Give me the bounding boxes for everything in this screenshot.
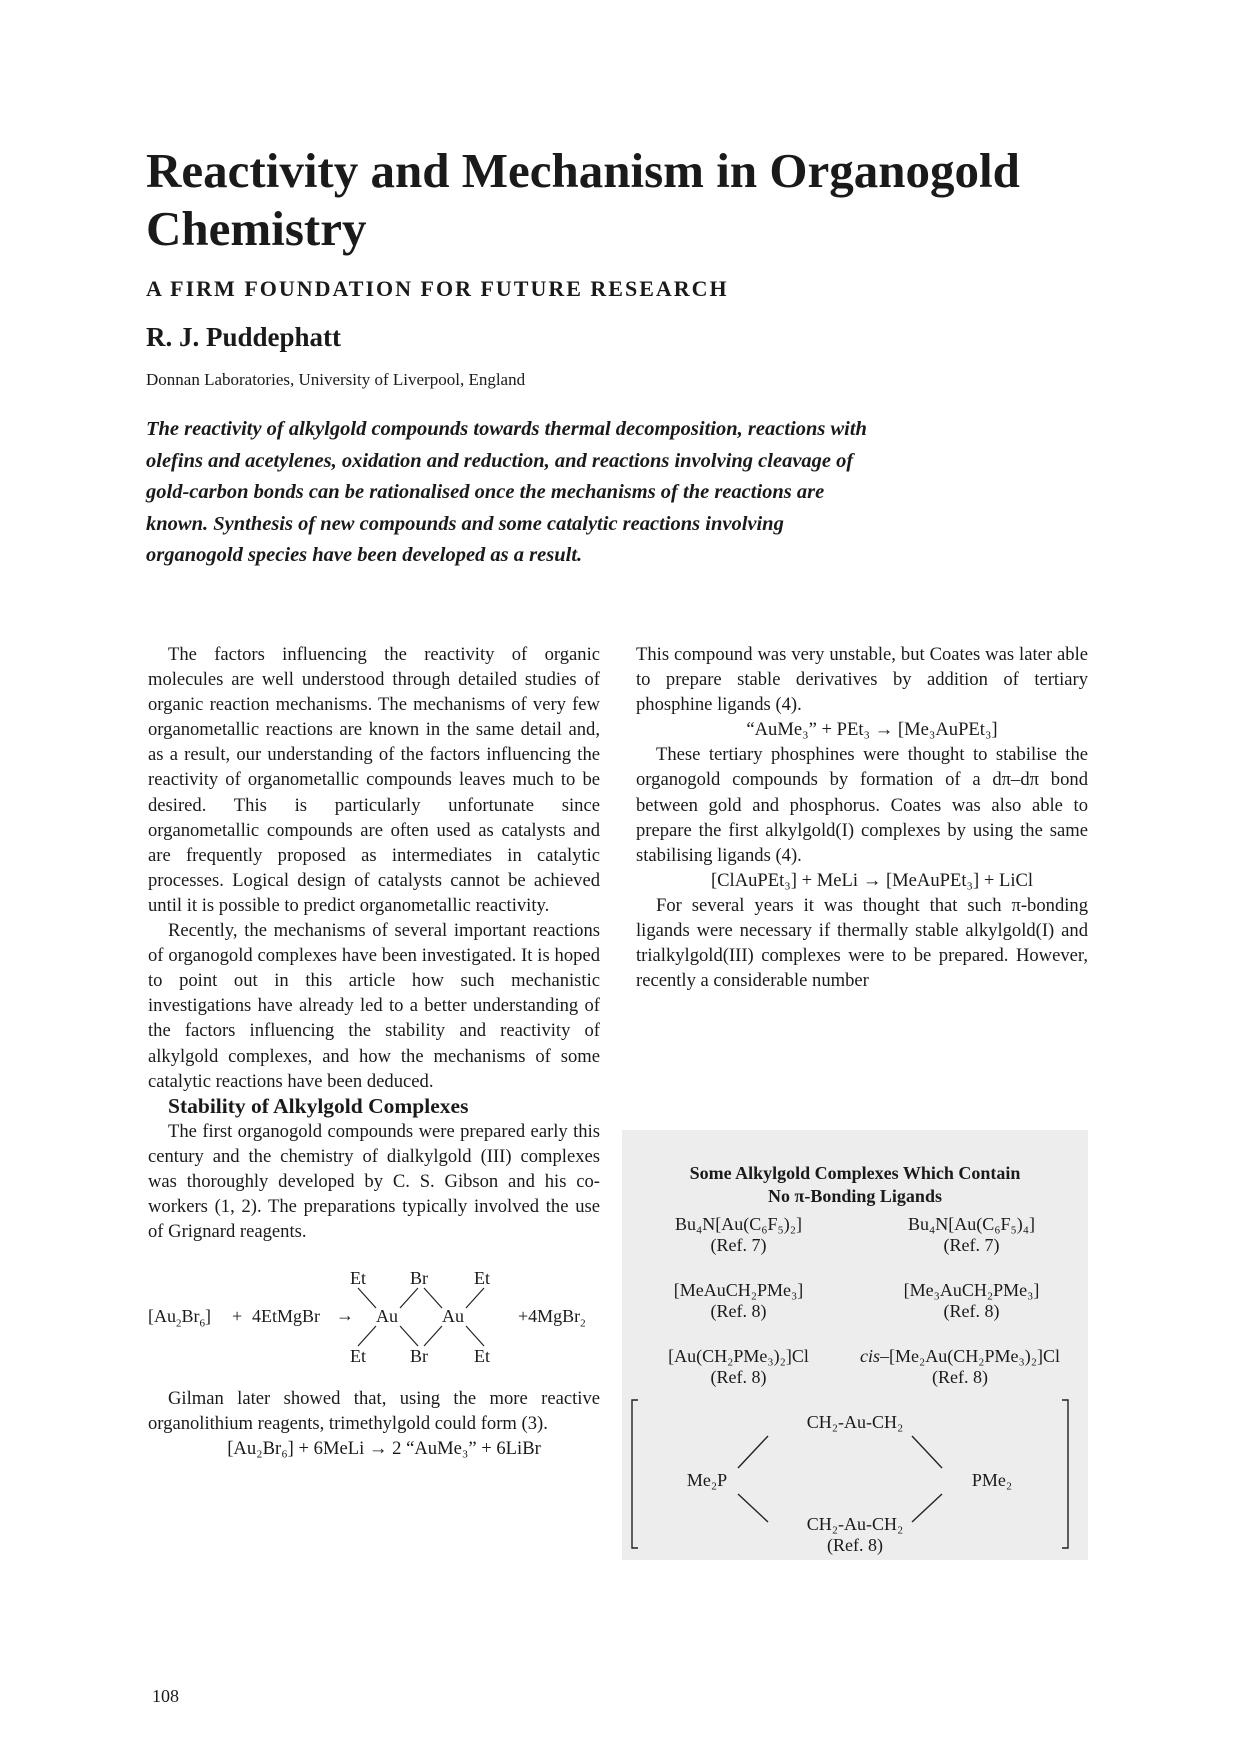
paragraph: Recently, the mechanisms of several important reactions of organogold complexes have been investigated. It is hoped to point out in this article how such mechanistic investigations have already led to a better understanding of the factors influencing the stability and reactivity of alkylgold complexes, and how the mechanisms of some catalytic reactions have been deduced. xyxy=(148,920,600,1092)
paragraph: This compound was very unstable, but Coates was later able to prepare stable derivatives by addition of tertiary phosphine ligands (4). xyxy=(636,644,1088,716)
complex-entry: [MeAuCH₂PMe₃] (Ref. 8) xyxy=(673,1280,804,1321)
ring-bottom: CH₂-Au-CH₂ xyxy=(806,1514,904,1534)
page-number: 108 xyxy=(152,1686,179,1706)
complex-entry: Bu₄N[Au(C₆F₅)₂] (Ref. 7) xyxy=(674,1214,803,1255)
ring-top: CH₂-Au-CH₂ xyxy=(806,1412,904,1432)
equation-coates-1: “AuMe₃” + PEt₃ → [Me₃AuPEt₃] xyxy=(746,719,998,741)
paragraph: For several years it was thought that such π-bonding ligands were necessary if thermally stable alkylgold(I) and trialkylgold(III) complexes were to be prepared. However, recently a considerable number xyxy=(636,894,1088,992)
ring-left: Me₂P xyxy=(686,1470,728,1490)
ring-ref: (Ref. 8) xyxy=(827,1535,883,1555)
label-au: Au xyxy=(442,1306,464,1327)
label-et: Et xyxy=(350,1268,366,1289)
label-br: Br xyxy=(410,1346,428,1367)
grignard-equation xyxy=(148,1264,600,1368)
paragraph: The factors influencing the reactivity of organic molecules are well understood through detailed studies of organic reaction mechanisms. The mechanisms of very few organometallic reactions are known in the same detail and, as a result, our understanding of the factors influencing the reactivity of organometallic compounds leaves much to be desired. This is particularly unfortunate since organometallic compounds are often used as catalysts and are frequently proposed as intermediates in catalytic processes. Logical design of catalysts cannot be achieved until it is possible to predict organometallic reactivity. xyxy=(148,644,600,916)
equation-coates-2: [ClAuPEt₃] + MeLi → [MeAuPEt₃] + LiCl xyxy=(710,869,1034,891)
product-mgbr2: +4MgBr$_2$ xyxy=(518,1306,586,1330)
box-heading: Some Alkylgold Complexes Which Contain No π-Bonding Ligands xyxy=(689,1163,1021,1206)
reactant-au2br6: $[Au_2Br_6]$ xyxy=(148,1306,211,1330)
author-name: R. J. Puddephatt xyxy=(146,322,342,352)
author-affiliation: Donnan Laboratories, University of Liverpool, England xyxy=(146,370,526,389)
label-et: Et xyxy=(474,1346,490,1367)
complex-entry: [Au(CH₂PMe₃)₂]Cl (Ref. 8) xyxy=(668,1346,809,1387)
reagent: 4EtMgBr xyxy=(252,1306,321,1327)
complex-entry: cis–[Me₂Au(CH₂PMe₃)₂]Cl (Ref. 8) xyxy=(859,1346,1061,1387)
reaction-arrow: → xyxy=(336,1305,354,1326)
plus-sign: + xyxy=(232,1306,243,1327)
abstract: The reactivity of alkylgold compounds towards thermal decomposition, reactions with olefins and acetylenes, oxidation and reduction, and reactions involving cleavage of gold-carbon bonds can be rationalised once the mechanisms of the reactions are known. Synthesis of new compounds and some catalytic reactions involving organogold species have been developed as a result. xyxy=(146,418,867,566)
label-et: Et xyxy=(350,1346,366,1367)
paragraph: The first organogold compounds were prepared early this century and the chemistry of dialkylgold (III) complexes was thoroughly developed by C. S. Gibson and his co-workers (1, 2). The preparations typically involved the use of Grignard reagents. xyxy=(148,1120,600,1243)
article-subtitle: A FIRM FOUNDATION FOR FUTURE RESEARCH xyxy=(146,276,729,301)
label-au: Au xyxy=(376,1306,398,1327)
right-column xyxy=(636,642,1088,993)
ring-right: PMe₂ xyxy=(971,1470,1013,1490)
label-br: Br xyxy=(410,1268,428,1289)
equation-gilman: [Au₂Br₆] + 6MeLi → 2 “AuMe₃” + 6LiBr xyxy=(227,1438,541,1460)
section-heading: Stability of Alkylgold Complexes xyxy=(168,1093,469,1118)
left-column xyxy=(148,642,600,1462)
label-et: Et xyxy=(474,1268,490,1289)
complexes-box xyxy=(622,1130,1088,1560)
paragraph: These tertiary phosphines were thought to stabilise the organogold compounds by formation of a dπ–dπ bond between gold and phosphorus. Coates was also able to prepare the first alkylgold(I) complexes by using the same stabilising ligands (4). xyxy=(636,744,1088,866)
ring-structure-lines xyxy=(622,1130,1088,1560)
paragraph: Gilman later showed that, using the more reactive organolithium reagents, trimethylgold could form (3). xyxy=(148,1388,600,1435)
complex-entry: Bu₄N[Au(C₆F₅)₄] (Ref. 7) xyxy=(907,1214,1036,1255)
complex-entry: [Me₃AuCH₂PMe₃] (Ref. 8) xyxy=(903,1280,1040,1321)
article-title: Reactivity and Mechanism in Organogold Chemistry xyxy=(146,143,1020,256)
